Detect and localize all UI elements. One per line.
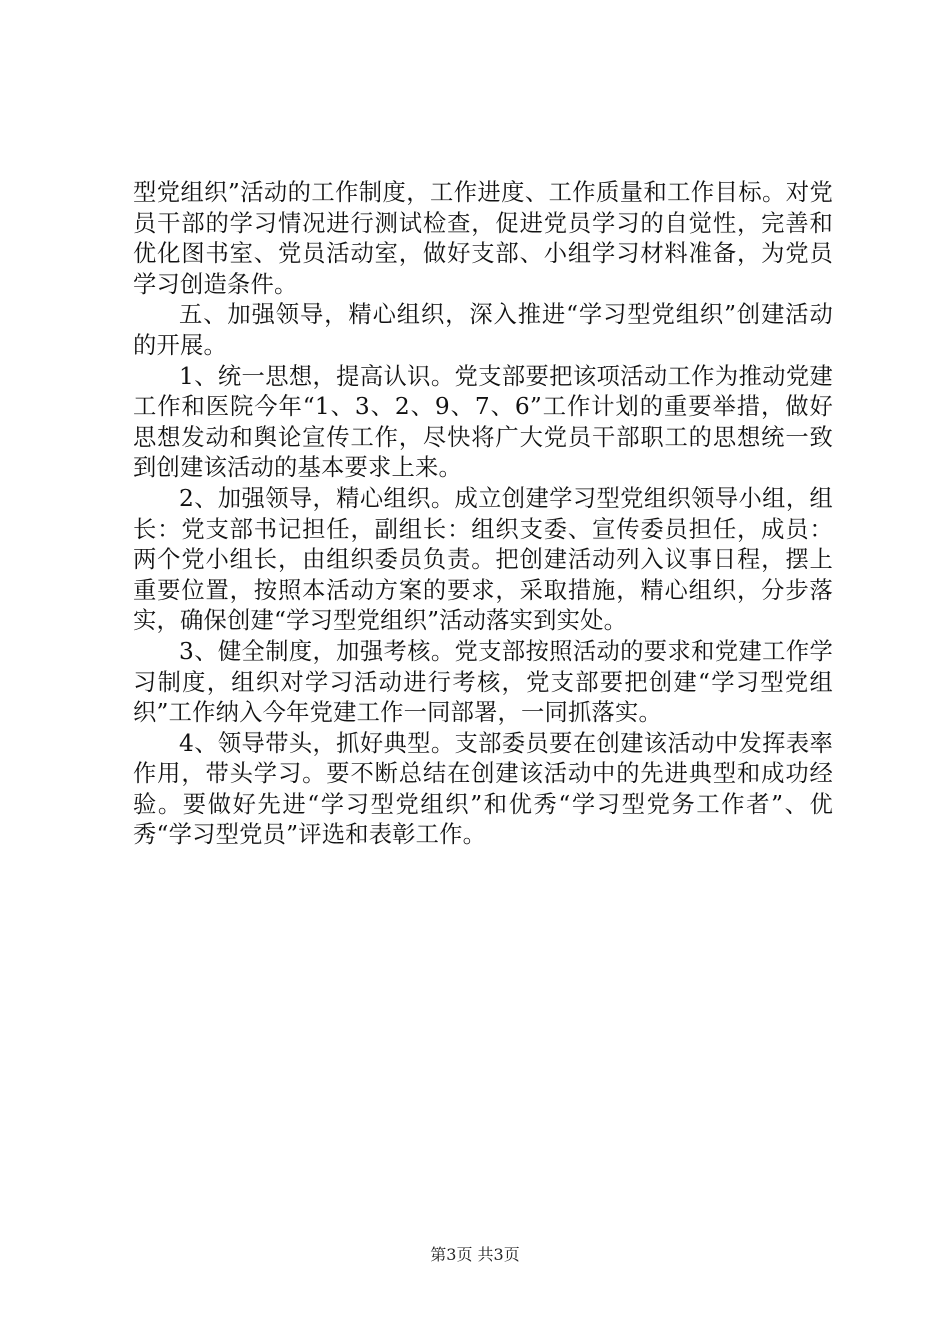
page-number-label: 第3页 共3页 xyxy=(430,1245,520,1264)
paragraph-item-1: 1、统一思想，提高认识。党支部要把该项活动工作为推动党建工作和医院今年“1、3、2、9、7、6”工作计划的重要举措，做好思想发动和舆论宣传工作，尽快将广大党员干部职工的思想统一致到创建该活动的基本要求上来。 xyxy=(133,362,833,482)
paragraph-item-4: 4、领导带头，抓好典型。支部委员要在创建该活动中发挥表率作用，带头学习。要不断总结在创建该活动中的先进典型和成功经验。要做好先进“学习型党组织”和优秀“学习型党务工作者”、优秀“学习型党员”评选和表彰工作。 xyxy=(133,729,833,849)
paragraph-continuation: 型党组织”活动的工作制度，工作进度、工作质量和工作目标。对党员干部的学习情况进行测试检查，促进党员学习的自觉性，完善和优化图书室、党员活动室，做好支部、小组学习材料准备，为党员学习创造条件。 xyxy=(133,179,833,298)
paragraph-item-2: 2、加强领导，精心组织。成立创建学习型党组织领导小组，组长：党支部书记担任，副组长：组织支委、宣传委员担任，成员：两个党小组长，由组织委员负责。把创建活动列入议事日程，摆上重要位置，按照本活动方案的要求，采取措施，精心组织，分步落实，确保创建“学习型党组织”活动落实到实处。 xyxy=(133,484,833,635)
section-heading-five: 五、加强领导，精心组织，深入推进“学习型党组织”创建活动的开展。 xyxy=(133,301,833,359)
document-body xyxy=(133,178,833,851)
paragraph-item-3: 3、健全制度，加强考核。党支部按照活动的要求和党建工作学习制度，组织对学习活动进行考核，党支部要把创建“学习型党组织”工作纳入今年党建工作一同部署，一同抓落实。 xyxy=(133,637,833,727)
page-footer xyxy=(0,1245,950,1265)
